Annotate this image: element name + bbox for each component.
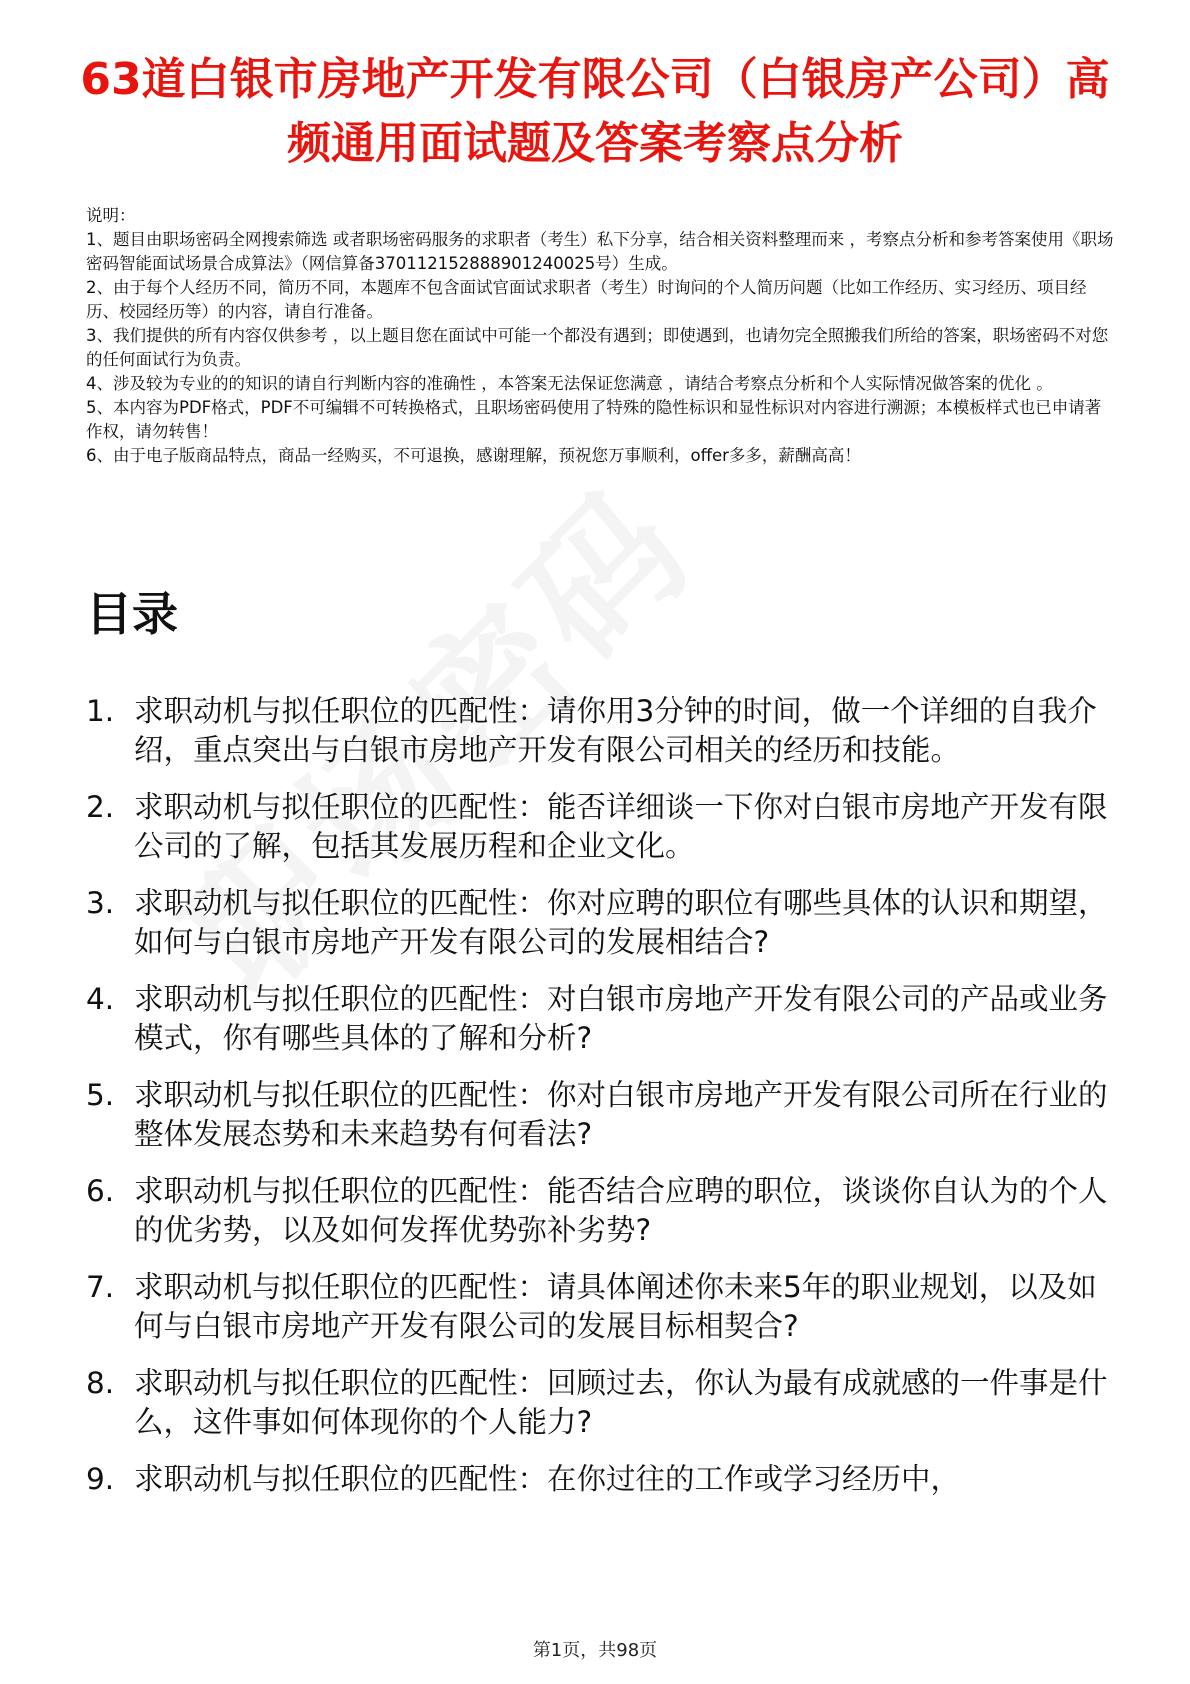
toc-heading: 目录 [86,587,178,641]
toc-item-number: 3. [86,886,115,920]
toc-item-number: 2. [86,790,115,824]
toc-item-number: 6. [86,1174,115,1208]
note-item: 5、本内容为PDF格式，PDF不可编辑不可转换格式，且职场密码使用了特殊的隐性标识和显性标识对内容进行溯源；本模板样式也已申请著作权，请勿转售！ [86,398,1102,441]
page-title: 63道白银市房地产开发有限公司（白银房产公司）高频通用面试题及答案考察点分析 [80,54,1110,169]
toc-item-text: 求职动机与拟任职位的匹配性：对白银市房地产开发有限公司的产品或业务模式，你有哪些具体的了解和分析? [134,982,1108,1055]
toc-item-text: 求职动机与拟任职位的匹配性：请你用3分钟的时间，做一个详细的自我介绍，重点突出与白银市房地产开发有限公司相关的经历和技能。 [134,694,1097,767]
notes-section [86,204,1116,468]
toc-item[interactable] [86,692,1116,770]
toc-item-text: 求职动机与拟任职位的匹配性：你对白银市房地产开发有限公司所在行业的整体发展态势和未来趋势有何看法? [134,1078,1108,1151]
toc-list [86,692,1116,1517]
toc-item-text: 求职动机与拟任职位的匹配性：能否结合应聘的职位，谈谈你自认为的个人的优劣势，以及如何发挥优势弥补劣势? [134,1174,1108,1247]
toc-item-number: 7. [86,1270,115,1304]
toc-item-text: 求职动机与拟任职位的匹配性：请具体阐述你未来5年的职业规划，以及如何与白银市房地产开发有限公司的发展目标相契合? [134,1270,1097,1343]
toc-item-number: 8. [86,1366,115,1400]
toc-item-number: 4. [86,982,115,1016]
toc-item[interactable] [86,788,1116,866]
toc-item[interactable] [86,980,1116,1058]
toc-item[interactable] [86,1076,1116,1154]
toc-item[interactable] [86,884,1116,962]
toc-item[interactable] [86,1364,1116,1442]
page-footer: 第1页，共98页 [532,1640,658,1661]
toc-item-number: 9. [86,1462,115,1496]
note-item: 1、题目由职场密码全网搜索筛选 或者职场密码服务的求职者（考生）私下分享，结合相关资料整理而来 ，考察点分析和参考答案使用《职场密码智能面试场景合成算法》（网信算备370112152888901240025号）生成。 [86,230,1114,273]
toc-item-text: 求职动机与拟任职位的匹配性：你对应聘的职位有哪些具体的认识和期望，如何与白银市房地产开发有限公司的发展相结合? [134,886,1108,959]
toc-item-text: 求职动机与拟任职位的匹配性：在你过往的工作或学习经历中， [134,1462,961,1496]
note-item: 6、由于电子版商品特点，商品一经购买，不可退换，感谢理解，预祝您万事顺利，offer多多，薪酬高高！ [86,446,861,465]
note-item: 2、由于每个人经历不同，简历不同，本题库不包含面试官面试求职者（考生）时询问的个人简历问题（比如工作经历、实习经历、项目经历、校园经历等）的内容，请自行准备。 [86,278,1087,321]
toc-item-number: 1. [86,694,115,728]
note-item: 3、我们提供的所有内容仅供参考 ，以上题目您在面试中可能一个都没有遇到；即使遇到，也请勿完全照搬我们所给的答案，职场密码不对您的任何面试行为负责。 [86,326,1109,369]
toc-item-text: 求职动机与拟任职位的匹配性：回顾过去，你认为最有成就感的一件事是什么，这件事如何体现你的个人能力? [134,1366,1108,1439]
toc-item-text: 求职动机与拟任职位的匹配性：能否详细谈一下你对白银市房地产开发有限公司的了解，包括其发展历程和企业文化。 [134,790,1108,863]
note-item: 4、涉及较为专业的的知识的请自行判断内容的准确性 ，本答案无法保证您满意 ，请结合考察点分析和个人实际情况做答案的优化 。 [86,374,1053,393]
toc-item[interactable] [86,1172,1116,1250]
toc-item[interactable] [86,1268,1116,1346]
toc-item[interactable] [86,1460,1116,1499]
toc-item-number: 5. [86,1078,115,1112]
notes-heading: 说明： [86,206,136,225]
